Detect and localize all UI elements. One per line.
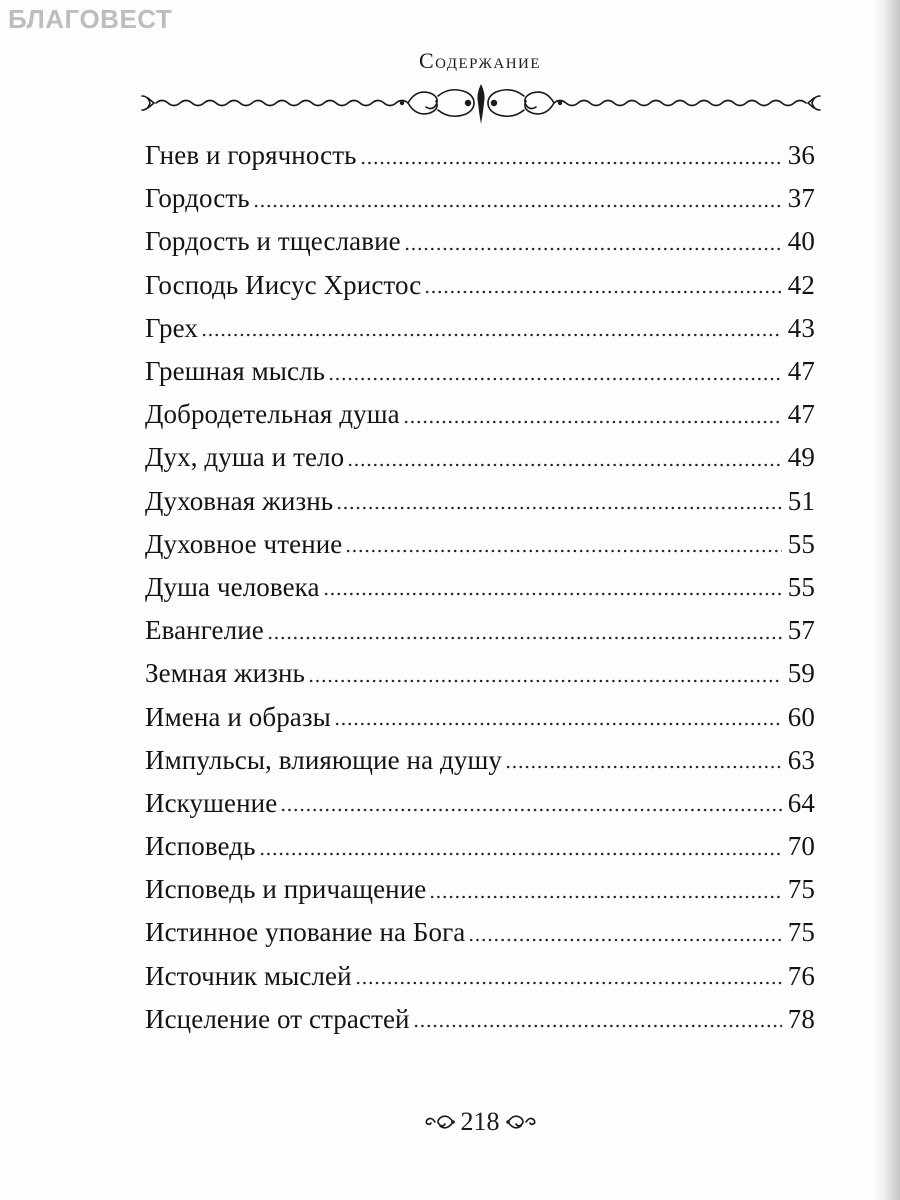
toc-entry-page: 78: [787, 1003, 815, 1034]
toc-entry-title: Исповедь и причащение: [145, 874, 427, 905]
toc-leader-dots: [424, 290, 782, 294]
toc-entry: [145, 220, 815, 263]
toc-entry-page: 75: [787, 917, 815, 948]
toc-entry-title: Гордость: [145, 183, 250, 214]
toc-entry-page: 51: [787, 485, 815, 516]
toc-entry-page: 37: [787, 183, 815, 214]
toc-entry-title: Исцеление от страстей: [145, 1003, 410, 1034]
toc-entry-page: 55: [787, 571, 815, 602]
toc-entry-title: Духовное чтение: [145, 528, 343, 559]
toc-entry: [145, 998, 815, 1041]
toc-leader-dots: [334, 722, 782, 726]
page-footer: [0, 1107, 900, 1137]
toc-entry-page: 60: [787, 701, 815, 732]
toc-entry-title: Добродетельная душа: [145, 399, 400, 430]
page-title: Содержание: [418, 48, 542, 73]
toc-entry-title: Грешная мысль: [145, 356, 326, 387]
toc-leader-dots: [345, 549, 782, 553]
toc-entry-title: Искушение: [145, 787, 278, 818]
toc-leader-dots: [404, 247, 782, 251]
toc-entry-title: Евангелие: [145, 615, 264, 646]
toc-entry-page: 47: [787, 399, 815, 430]
toc-entry-title: Гордость и тщеславие: [145, 226, 401, 257]
toc-entry-title: Импульсы, влияющие на душу: [145, 744, 502, 775]
toc-leader-dots: [201, 333, 782, 337]
toc-entry: [145, 782, 815, 825]
toc-entry: [145, 652, 815, 695]
toc-entry-title: Гнев и горячность: [145, 140, 357, 171]
toc-entry-page: 57: [787, 615, 815, 646]
toc-entry: [145, 739, 815, 782]
toc-leader-dots: [267, 636, 782, 640]
toc-entry-page: 43: [787, 312, 815, 343]
toc-entry: [145, 350, 815, 393]
toc-entry: [145, 480, 815, 523]
toc-entry: [145, 825, 815, 868]
toc-leader-dots: [308, 679, 782, 683]
toc-entry: [145, 393, 815, 436]
toc-entry-title: Имена и образы: [145, 701, 331, 732]
toc-entry-page: 36: [787, 140, 815, 171]
toc-leader-dots: [347, 463, 782, 467]
toc-entry: [145, 868, 815, 911]
header-ornament-icon: [138, 82, 824, 126]
toc-entry: [145, 566, 815, 609]
toc-entry-page: 70: [787, 831, 815, 862]
toc-entry-title: Земная жизнь: [145, 658, 305, 689]
toc-entry-page: 42: [787, 269, 815, 300]
toc-entry-page: 55: [787, 528, 815, 559]
toc-entry-page: 47: [787, 356, 815, 387]
toc-entry-title: Истинное упование на Бога: [145, 917, 466, 948]
toc-entry-title: Исповедь: [145, 831, 256, 862]
toc-leader-dots: [360, 161, 782, 165]
toc-entry-title: Господь Иисус Христос: [145, 269, 422, 300]
left-flourish-icon: [425, 1111, 455, 1133]
table-of-contents: [145, 134, 815, 1041]
toc-entry: [145, 911, 815, 954]
toc-leader-dots: [468, 938, 782, 942]
toc-leader-dots: [403, 420, 782, 424]
toc-leader-dots: [505, 765, 782, 769]
toc-entry: [145, 609, 815, 652]
toc-entry-title: Дух, душа и тело: [145, 442, 345, 473]
toc-entry: [145, 307, 815, 350]
toc-entry: [145, 264, 815, 307]
toc-leader-dots: [336, 506, 782, 510]
toc-entry-title: Духовная жизнь: [145, 485, 334, 516]
toc-entry: [145, 134, 815, 177]
page-number: 218: [460, 1107, 500, 1136]
toc-entry-title: Источник мыслей: [145, 960, 352, 991]
toc-entry: [145, 955, 815, 998]
toc-entry: [145, 695, 815, 738]
toc-entry-title: Душа человека: [145, 571, 320, 602]
toc-entry: [145, 436, 815, 479]
toc-leader-dots: [280, 808, 782, 812]
toc-entry-page: 40: [787, 226, 815, 257]
toc-leader-dots: [429, 895, 782, 899]
page-edge-shadow: [874, 0, 900, 1200]
toc-entry-page: 76: [787, 960, 815, 991]
toc-leader-dots: [259, 852, 782, 856]
toc-entry-page: 64: [787, 787, 815, 818]
toc-entry-page: 63: [787, 744, 815, 775]
watermark-logo: БЛАГОВЕСТ: [8, 4, 173, 34]
toc-entry-page: 75: [787, 874, 815, 905]
toc-entry-page: 59: [787, 658, 815, 689]
toc-entry: [145, 523, 815, 566]
toc-entry-page: 49: [787, 442, 815, 473]
toc-leader-dots: [253, 204, 782, 208]
toc-leader-dots: [328, 377, 782, 381]
toc-leader-dots: [355, 981, 782, 985]
toc-entry-title: Грех: [145, 312, 198, 343]
right-flourish-icon: [506, 1111, 536, 1133]
toc-leader-dots: [323, 592, 782, 596]
toc-leader-dots: [413, 1024, 782, 1028]
toc-entry: [145, 177, 815, 220]
